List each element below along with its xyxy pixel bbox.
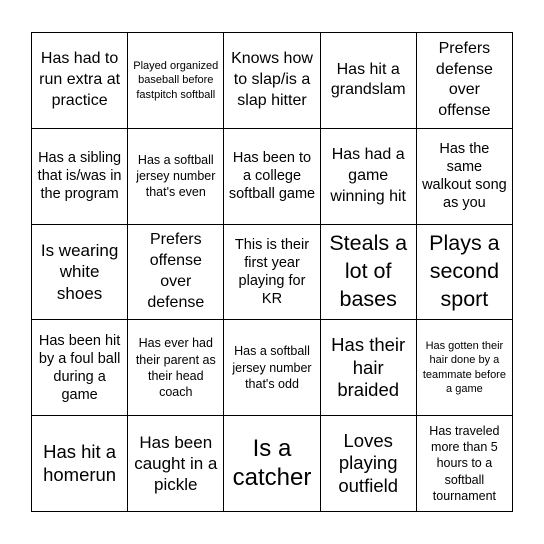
bingo-cell[interactable]: Has hit a homerun (32, 416, 128, 512)
bingo-cell[interactable]: Has ever had their parent as their head coach (128, 320, 224, 416)
bingo-cell[interactable]: Has a sibling that is/was in the program (32, 129, 128, 225)
bingo-cell[interactable]: Has had a game winning hit (321, 129, 417, 225)
bingo-cell[interactable]: Has hit a grandslam (321, 33, 417, 129)
bingo-cell[interactable]: Knows how to slap/is a slap hitter (224, 33, 320, 129)
bingo-cell[interactable]: Has the same walkout song as you (417, 129, 513, 225)
bingo-cell[interactable]: Has been caught in a pickle (128, 416, 224, 512)
bingo-cell[interactable]: Loves playing outfield (321, 416, 417, 512)
bingo-cell[interactable]: Has their hair braided (321, 320, 417, 416)
bingo-cell[interactable]: Is wearing white shoes (32, 225, 128, 321)
bingo-cell[interactable]: Has had to run extra at practice (32, 33, 128, 129)
bingo-cell[interactable]: Has traveled more than 5 hours to a softball tournament (417, 416, 513, 512)
bingo-cell[interactable]: Has gotten their hair done by a teammate before a game (417, 320, 513, 416)
bingo-cell[interactable]: Has a softball jersey number that's odd (224, 320, 320, 416)
bingo-cell[interactable]: Has a softball jersey number that's even (128, 129, 224, 225)
bingo-cell[interactable]: Has been hit by a foul ball during a game (32, 320, 128, 416)
bingo-cell[interactable]: Prefers defense over offense (417, 33, 513, 129)
bingo-cell[interactable]: Steals a lot of bases (321, 225, 417, 321)
bingo-cell[interactable]: Played organized baseball before fastpitch softball (128, 33, 224, 129)
bingo-board (31, 32, 513, 512)
bingo-cell[interactable]: Has been to a college softball game (224, 129, 320, 225)
bingo-cell[interactable]: Prefers offense over defense (128, 225, 224, 321)
bingo-cell[interactable]: Plays a second sport (417, 225, 513, 321)
bingo-cell[interactable]: Is a catcher (224, 416, 320, 512)
bingo-cell[interactable]: This is their first year playing for KR (224, 225, 320, 321)
